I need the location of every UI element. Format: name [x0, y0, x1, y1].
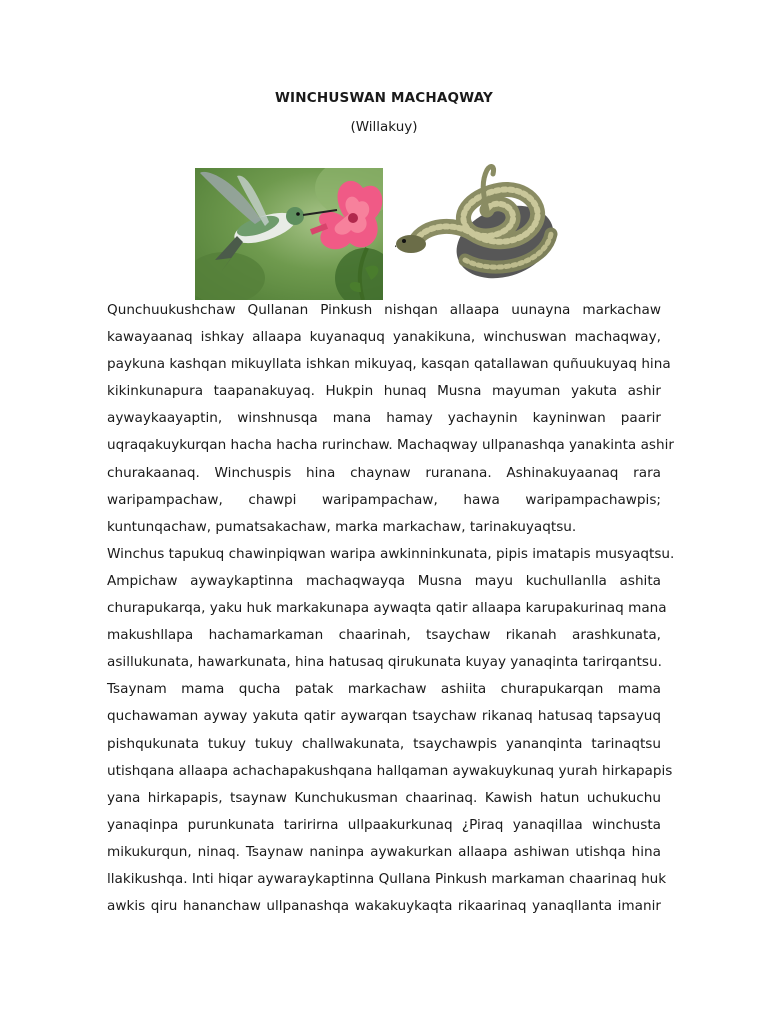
text-line: paykuna kashqan mikuyllata ishkan mikuyaq, kasqan qatallawan quñuukuyaq hina: [107, 356, 671, 373]
text-line: utishqana allaapa achachapakushqana hallqaman aywakuykunaq yurah hirkapapis: [107, 762, 673, 779]
text-line: pishqukunata tukuy tukuy challwakunata, tsaychawpis yananqinta tarinaqtsu: [107, 735, 661, 752]
text-line: yana hirkapapis, tsaynaw Kunchukusman chaarinaq. Kawish hatun uchukuchu: [107, 789, 661, 806]
hummingbird-icon: [195, 168, 383, 300]
page-title: WINCHUSWAN MACHAQWAY: [274, 90, 494, 106]
text-line: kikinkunapura taapanakuyaq. Hukpin hunaq Musna mayuman yakuta ashir: [107, 383, 661, 400]
hummingbird-flower-photo: [195, 168, 383, 300]
paragraph: [107, 541, 675, 920]
text-line: churakaanaq. Winchuspis hina chaynaw ruranana. Ashinakuyaanaq rara: [107, 464, 661, 481]
text-line: Winchus tapukuq chawinpiqwan waripa awkinninkunata, pipis imatapis musyaqtsu.: [107, 545, 675, 562]
text-line: Ampichaw aywaykaptinna machaqwayqa Musna mayu kuchullanlla ashita: [107, 572, 661, 589]
text-line: uqraqakuykurqan hacha hacha rurinchaw. Machaqway ullpanashqa yanakinta ashir: [107, 437, 674, 454]
text-line: awkis qiru hananchaw ullpanashqa wakakuykaqta rikaarinaq yanaqllanta imanir: [107, 898, 661, 915]
illustrations: [195, 168, 575, 300]
text-line: asillukunata, hawarkunata, hina hatusaq qirukunata kuyay yanaqinta tarirqantsu.: [107, 654, 662, 671]
paragraph: [107, 297, 674, 541]
story-text: [107, 297, 675, 920]
page-subtitle: (Willakuy): [350, 119, 418, 135]
text-line: mikukurqun, ninaq. Tsaynaw naninpa aywakurkan allaapa ashiwan utishqa hina: [107, 843, 661, 860]
text-line: kuntunqachaw, pumatsakachaw, marka markachaw, tarinakuyaqtsu.: [107, 518, 577, 535]
text-line: makushllapa hachamarkaman chaarinah, tsaychaw rikanah arashkunata,: [107, 627, 661, 644]
text-line: yanaqinpa purunkunata taririrna ullpaakurkunaq ¿Piraq yanaqillaa winchusta: [107, 816, 661, 833]
text-line: quchawaman ayway yakuta qatir aywarqan tsaychaw rikanaq hatusaq tapsayuq: [107, 708, 661, 725]
snake-icon: [395, 164, 560, 284]
coiled-snake-photo: [395, 164, 560, 284]
text-line: Tsaynam mama qucha patak markachaw ashiita churapukarqan mama: [107, 681, 661, 698]
text-line: churapukarqa, yaku huk markakunapa aywaqta qatir allaapa karupakurinaq mana: [107, 600, 667, 617]
text-line: waripampachaw, chawpi waripampachaw, hawa waripampachawpis;: [107, 491, 661, 508]
text-line: Qunchuukushchaw Qullanan Pinkush nishqan allaapa uunayna markachaw: [107, 302, 661, 318]
text-line: kawayaanaq ishkay allaapa kuyanaquq yanakikuna, winchuswan machaqway,: [107, 329, 661, 346]
text-line: aywaykaayaptin, winshnusqa mana hamay yachaynin kayninwan paarir: [107, 410, 661, 427]
text-line: llakikushqa. Inti hiqar aywaraykaptinna Qullana Pinkush markaman chaarinaq huk: [107, 870, 667, 887]
